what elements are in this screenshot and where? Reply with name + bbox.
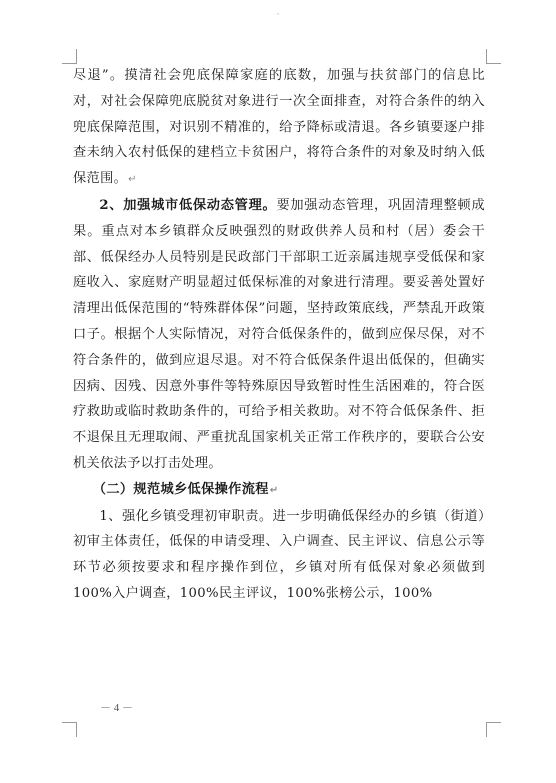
section-heading-text: （二）规范城乡低保操作流程 <box>92 481 269 497</box>
crop-mark-bottom-right <box>486 722 501 737</box>
paragraph-mark-icon: ↵ <box>269 484 279 496</box>
section-heading <box>73 477 485 504</box>
crop-mark-top-right <box>486 49 501 64</box>
crop-mark-bottom-left <box>62 722 77 737</box>
paragraph-1 <box>73 63 485 193</box>
header-mark: · <box>276 10 280 20</box>
paragraph-4-text: 1、强化乡镇受理初审职责。进一步明确低保经办的乡镇（街道）初审主体责任，低保的申请受理、入户调查、民主评议、信息公示等环节必须按要求和程序操作到位，乡镇对所有低保对象必须做到 100%入户调查，100%民主评议，100%张榜公示，100% <box>73 508 485 601</box>
paragraph-2-lead: 2、加强城市低保动态管理。 <box>99 197 277 213</box>
document-body[interactable] <box>73 63 485 607</box>
paragraph-4 <box>73 504 485 607</box>
paragraph-1-text: 尽退”。摸清社会兜底保障家庭的底数，加强与扶贫部门的信息比对，对社会保障兜底脱贫对象进行一次全面排查，对符合条件的纳入兜底保障范围，对识别不精准的，给予降标或清退。各乡镇要逐户排查未纳入农村低保的建档立卡贫困户，将符合条件的对象及时纳入低保范围。 <box>73 68 485 187</box>
page-number: － 4 － <box>100 702 133 714</box>
paragraph-2-text: 要加强动态管理，巩固清理整顿成果。重点对本乡镇群众反映强烈的财政供养人员和村（居）委会干部、低保经办人员特别是民政部门干部职工近亲属违规享受低保和家庭收入、家庭财产明显超过低保标准的对象进行清理。要妥善处置好清理出低保范围的“特殊群体保”问题，坚持政策底线，严禁乱开政策口子。根据个人实际情况，对符合低保条件的，做到应保尽保，对不符合条件的，做到应退尽退。对不符合低保条件退出低保的，但确实因病、因残、因意外事件等特殊原因导致暂时性生活困难的，符合医疗救助或临时救助条件的，可给予相关救助。对不符合低保条件、拒不退保且无理取闹、严重扰乱国家机关正常工作秩序的，要联合公安机关依法予以打击处理。 <box>73 197 485 471</box>
paragraph-mark-icon: ↵ <box>128 174 137 186</box>
crop-mark-top-left <box>62 49 77 64</box>
paragraph-2 <box>73 193 485 477</box>
